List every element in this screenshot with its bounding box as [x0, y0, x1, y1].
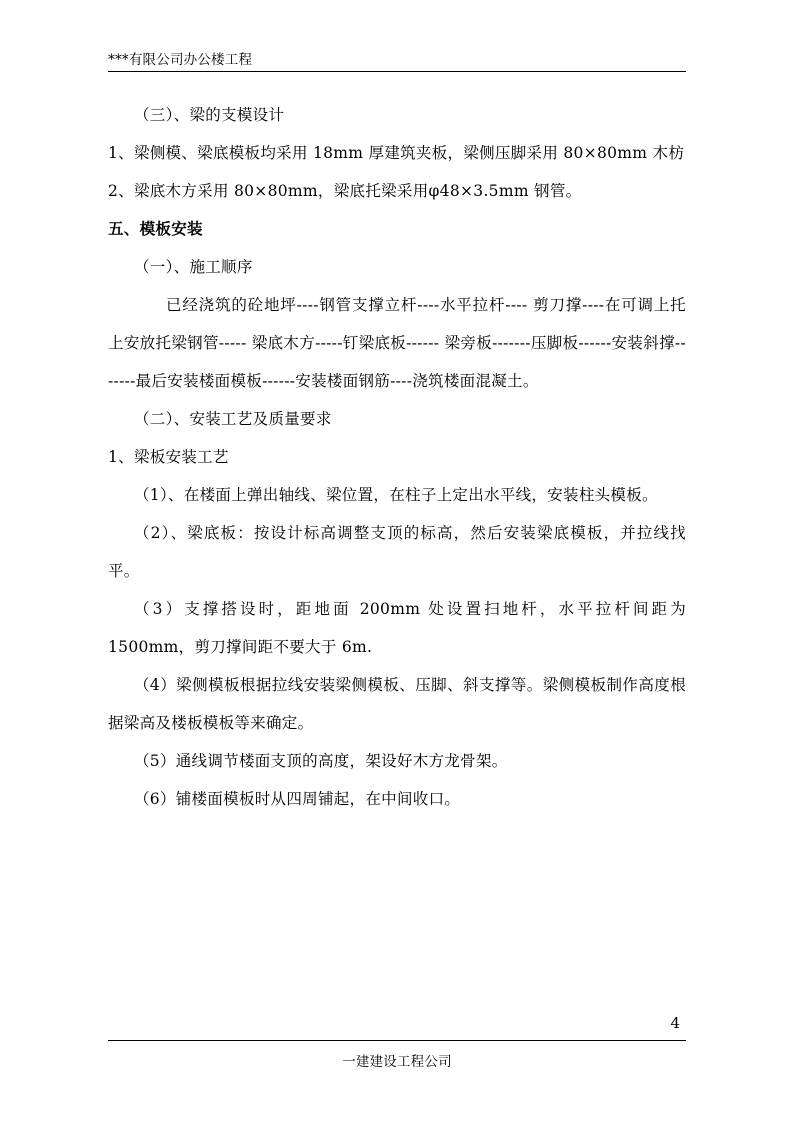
- subsection-construction-sequence: （一）、施工顺序: [134, 258, 253, 276]
- paragraph-item-2: （2）、梁底板：按设计标高调整支顶的标高，然后安装梁底模板，并拉线找平。: [108, 524, 686, 580]
- paragraph-item-1: （1）、在楼面上弹出轴线、梁位置，在柱子上定出水平线，安装柱头模板。: [134, 486, 658, 504]
- page-number: 4: [670, 1014, 680, 1032]
- paragraph-item-6: （6）铺楼面模板时从四周铺起，在中间收口。: [134, 790, 461, 808]
- paragraph-construction-sequence-detail: 已经浇筑的砼地坪----钢管支撑立杆----水平拉杆---- 剪刀撑----在可调上托上安放托梁钢管----- 梁底木方-----钉梁底板------ 梁旁板-------压脚板------安装斜撑-------最后安装楼面模板------安装楼面钢筋----浇筑楼面混凝土。: [108, 296, 686, 390]
- document-body: [108, 96, 686, 818]
- subsection-installation-process: （二）、安装工艺及质量要求: [134, 410, 332, 428]
- footer-company: 一建建设工程公司: [342, 1054, 452, 1070]
- paragraph-item-4: （4）梁侧模板根据拉线安装梁侧模板、压脚、斜支撑等。梁侧模板制作高度根据梁高及楼板模板等来确定。: [108, 676, 686, 732]
- page-header: [108, 52, 686, 72]
- header-title: ***有限公司办公楼工程: [108, 52, 253, 68]
- paragraph-item-3: （3）支撑搭设时，距地面 200mm 处设置扫地杆，水平拉杆间距为 1500mm，剪刀撑间距不要大于 6m.: [108, 600, 686, 656]
- section-heading-formwork-installation: 五、模板安装: [108, 219, 203, 238]
- paragraph-beam-bottom-timber: 2、梁底木方采用 80×80mm，梁底托梁采用φ48×3.5mm 钢管。: [108, 182, 582, 200]
- paragraph-beam-side-formwork: 1、梁侧模、梁底模板均采用 18mm 厚建筑夹板，梁侧压脚采用 80×80mm 木枋: [108, 144, 685, 162]
- page-footer: [108, 1014, 686, 1075]
- paragraph-beam-slab-process: 1、梁板安装工艺: [108, 448, 229, 466]
- paragraph-item-5: （5）通线调节楼面支顶的高度，架设好木方龙骨架。: [134, 752, 508, 770]
- section-heading-beam-formwork-design: （三）、梁的支模设计: [134, 106, 285, 124]
